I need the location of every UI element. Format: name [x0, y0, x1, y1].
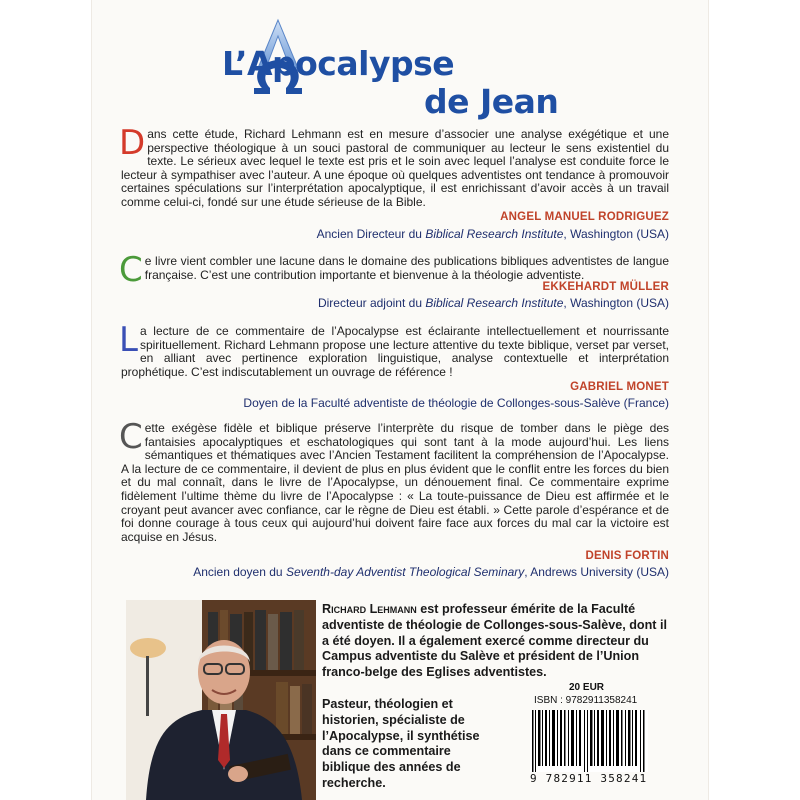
price-label: 20 EUR — [569, 682, 605, 693]
title-line-1: L’Apocalypse — [222, 44, 455, 83]
isbn-label: ISBN : 9782911358241 — [534, 695, 638, 706]
quote-author: ANGEL MANUEL RODRIGUEZ — [500, 211, 669, 223]
quote-author: GABRIEL MONET — [570, 381, 669, 393]
author-bio-text: est professeur émérite de la Faculté adventiste de théologie de Collonges-sous-Salève, dont il a été doyen. Il a également exercé comme directeur du Campus adventiste du Salève et président de l’Union franco-belge des Eglises adventistes. — [322, 602, 667, 680]
title-line-2: de Jean — [424, 82, 559, 121]
quote-author-role: Ancien Directeur du Biblical Research Institute, Washington (USA) — [316, 227, 669, 241]
endorsement-quote-3 — [119, 320, 669, 379]
author-photo — [126, 600, 316, 800]
dropcap-letter: D — [119, 123, 146, 163]
quote-author-role: Ancien doyen du Seventh-day Adventist Theological Seminary, Andrews University (USA) — [193, 565, 669, 579]
dropcap-letter: C — [119, 250, 143, 290]
quote-text: a lecture de ce commentaire de l’Apocalypse est éclairante intellectuellement et nourrissante spirituellement. Richard Lehmann propose une lecture attentive du texte biblique, verset par verset, en alliant avec pertinence exploration linguistique, analyse contextuelle et interprétation prophétique. C’est indiscutablement un ouvrage de référence ! — [121, 324, 669, 379]
quote-author: EKKEHARDT MÜLLER — [542, 281, 669, 293]
author-name: Richard Lehmann — [322, 602, 417, 616]
quote-author-role: Doyen de la Faculté adventiste de théologie de Collonges-sous-Salève (France) — [243, 396, 669, 410]
endorsement-quote-1 — [119, 123, 669, 210]
quote-author: DENIS FORTIN — [585, 550, 669, 562]
book-title — [222, 8, 642, 121]
barcode-number: 9 782911 358241 — [530, 772, 648, 785]
quote-author-role: Directeur adjoint du Biblical Research Institute, Washington (USA) — [317, 296, 669, 310]
quote-text: ans cette étude, Richard Lehmann est en mesure d’associer une analyse exégétique et une perspective théologique à un souci pastoral de communiquer au lecteur le sens existentiel du texte. Le sérieux avec lequel le texte est pris et le soin avec lequel l’analyse est conduite force le lecteur à sympathiser avec l’auteur. A une époque où quelques adventistes ont tendance à promouvoir certaines spéculations sur l’interprétation apocalyptique, il est enrichissant d’avoir accès à un travail comme celui-ci, fondé sur une étude sérieuse de la Bible. — [121, 127, 669, 209]
author-bio — [322, 602, 667, 681]
endorsement-quote-4 — [119, 417, 669, 544]
author-bio-2: Pasteur, théologien et historien, spécialiste de l’Apocalypse, il synthétise dans ce commentaire biblique des années de recherche. — [322, 697, 480, 790]
quote-text: ette exégèse fidèle et biblique préserve l’interprète du risque de tomber dans le piège des fantaisies apocalyptiques et eschatologiques qui sont tant à la mode aujourd’hui. Les liens sémantiques et thématiques avec l’Ancien Testament facilitent la compréhension de l’Apocalypse. A la lecture de ce commentaire, il devient de plus en plus évident que le conflit entre les forces du bien et du mal connaît, dans le livre de l’Apocalypse, un dénouement final. Ce commentaire exprime fidèlement l’ultime thème du livre de l’Apocalypse : « La toute-puissance de Dieu est affirmée et le croyant peut avancer avec confiance, car le règne de Dieu est établi. » Cette parole d’espérance et de foi donne courage à tous ceux qui aujourd’hui doivent faire face aux forces du mal car la victoire est acquise en Jésus. — [121, 421, 669, 544]
barcode-icon — [530, 710, 648, 772]
quote-text: e livre vient combler une lacune dans le domaine des publications bibliques adventistes de langue française. C’est une contribution importante et bienvenue à la théologie adventiste. — [144, 254, 669, 282]
dropcap-letter: C — [119, 417, 143, 457]
dropcap-letter: L — [119, 320, 138, 360]
